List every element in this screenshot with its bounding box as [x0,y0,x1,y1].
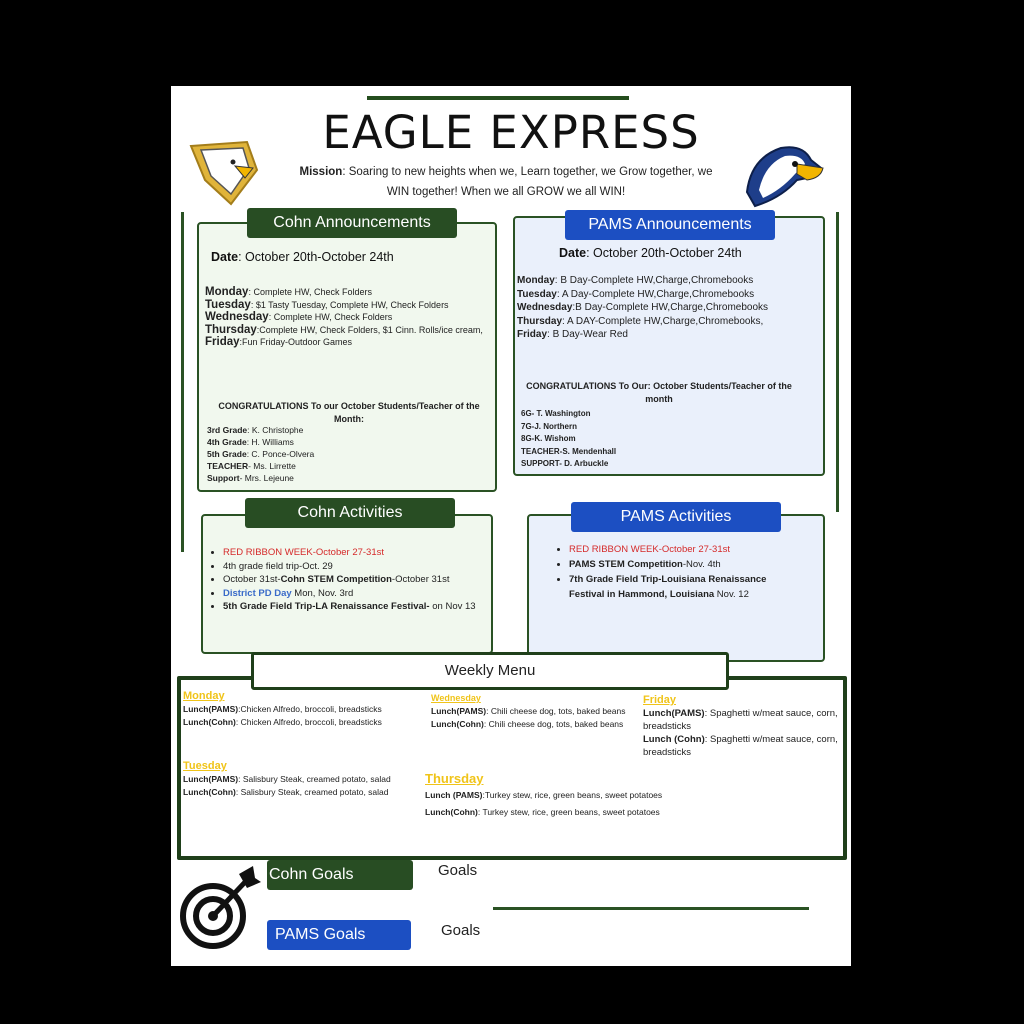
pams-days-list [517,274,823,342]
cohn-activity-item: • RED RIBBON WEEK-October 27-31st [223,546,499,560]
cohn-goals-tag: Cohn Goals [267,860,413,890]
cohn-honoree: Support- Mrs. Lejeune [207,473,294,483]
left-side-rule [181,212,184,552]
pams-tuesday: Tuesday: A Day-Complete HW,Charge,Chromebooks [517,288,755,300]
pams-activity-item: • 7th Grade Field Trip-Louisiana Renaissance Festival in Hammond, Louisiana Nov. 12 [569,572,793,602]
menu-wednesday: Wednesday Lunch(PAMS): Chili cheese dog, tots, baked beans Lunch(Cohn): Chili cheese dog, tots, baked beans [431,693,626,729]
cohn-honoree: TEACHER- Ms. Lirrette [207,461,296,471]
cohn-activity-item: • 4th grade field trip-Oct. 29 [223,560,499,574]
cohn-activity-item: • District PD Day Mon, Nov. 3rd [223,587,499,601]
newsletter-page [171,86,851,966]
cohn-tuesday: Tuesday: $1 Tasty Tuesday, Complete HW, Check Folders [205,298,449,311]
target-icon [177,862,263,952]
cohn-honoree: 5th Grade: C. Ponce-Olvera [207,449,315,459]
pams-thursday: Thursday: A DAY-Complete HW,Charge,Chromebooks, [517,315,764,327]
cohn-activity-item: • 5th Grade Field Trip-LA Renaissance Festival- on Nov 13 [223,600,499,614]
pams-friday: Friday: B Day-Wear Red [517,329,628,340]
pams-honoree: TEACHER-S. Mendenhall [521,446,617,456]
cohn-days-list [205,286,487,349]
pams-honoree: 8G-K. Wishom [521,434,576,443]
cohn-monday: Monday: Complete HW, Check Folders [205,286,372,298]
cohn-wednesday: Wednesday: Complete HW, Check Folders [205,311,393,323]
cohn-activities-list [213,546,499,614]
cohn-goals-text: Goals [438,862,478,879]
cohn-honoree: 3rd Grade: K. Christophe [207,425,304,435]
goals-rule [493,907,809,910]
mission-label: Mission [299,166,343,178]
pams-goals-tag: PAMS Goals [267,920,411,950]
menu-friday: Friday Lunch(PAMS): Spaghetti w/meat sauce, corn, breadsticks Lunch (Cohn): Spaghetti w/meat sauce, corn, breadsticks [643,694,838,758]
cohn-honoree: 4th Grade: H. Williams [207,437,294,447]
cohn-date: Date: October 20th-October 24th [211,250,394,264]
pams-activities-tag: PAMS Activities [571,502,781,532]
right-side-rule [836,212,839,512]
pams-activity-item: • PAMS STEM Competition-Nov. 4th [569,557,793,572]
weekly-menu-box [177,676,847,860]
pams-wednesday: Wednesday:B Day-Complete HW,Charge,Chromebooks [517,302,769,313]
pams-activities-list [559,542,793,602]
weekly-menu-title: Weekly Menu [251,652,729,690]
pams-activity-item: • RED RIBBON WEEK-October 27-31st [569,542,793,557]
pams-date: Date: October 20th-October 24th [559,246,742,260]
pams-honoree: 6G- T. Washington [521,409,591,418]
cohn-announcements-box [197,222,497,492]
pams-monday: Monday: B Day-Complete HW,Charge,Chromebooks [517,275,754,286]
pams-announcements-box [513,216,825,476]
cohn-friday: Friday:Fun Friday-Outdoor Games [205,336,353,348]
cohn-honorees [207,424,487,484]
cohn-announcements-tag: Cohn Announcements [247,208,457,238]
cohn-thursday: Thursday:Complete HW, Check Folders, $1 Cinn. Rolls/ice cream, [205,323,483,336]
pams-honoree: 7G-J. Northern [521,421,578,431]
pams-congrats: CONGRATULATIONS To Our: October Students/Teacher of the month [526,381,792,404]
pams-goals-text: Goals [441,922,481,939]
pams-activities-box [527,514,825,662]
mission-text: : Soaring to new heights when we, Learn together, we Grow together, we WIN together! When we all GROW we all WIN! [342,166,713,198]
menu-tuesday: Tuesday Lunch(PAMS): Salisbury Steak, creamed potato, salad Lunch(Cohn): Salisbury Steak, creamed potato, salad [183,760,391,797]
cohn-congrats: CONGRATULATIONS To our October Students/Teacher of the Month: [218,401,480,424]
eagle-logo-icon [187,140,265,206]
eagle-head-icon [741,140,825,210]
cohn-activity-item: • October 31st-Cohn STEM Competition-October 31st [223,573,499,587]
title-rule [367,96,629,100]
pams-honorees [521,408,721,471]
newsletter-title: EAGLE EXPRESS [322,106,700,159]
mission-statement [291,162,721,202]
pams-announcements-tag: PAMS Announcements [565,210,775,240]
menu-thursday: Thursday Lunch (PAMS):Turkey stew, rice, green beans, sweet potatoes Lunch(Cohn): Turkey stew, rice, green beans, sweet potatoes [425,771,663,817]
menu-monday: Monday Lunch(PAMS):Chicken Alfredo, broccoli, breadsticks Lunch(Cohn): Chicken Alfredo, broccoli, breadsticks [183,690,382,727]
cohn-activities-tag: Cohn Activities [245,498,455,528]
cohn-activities-box [201,514,493,654]
pams-honoree: SUPPORT- D. Arbuckle [521,459,609,468]
